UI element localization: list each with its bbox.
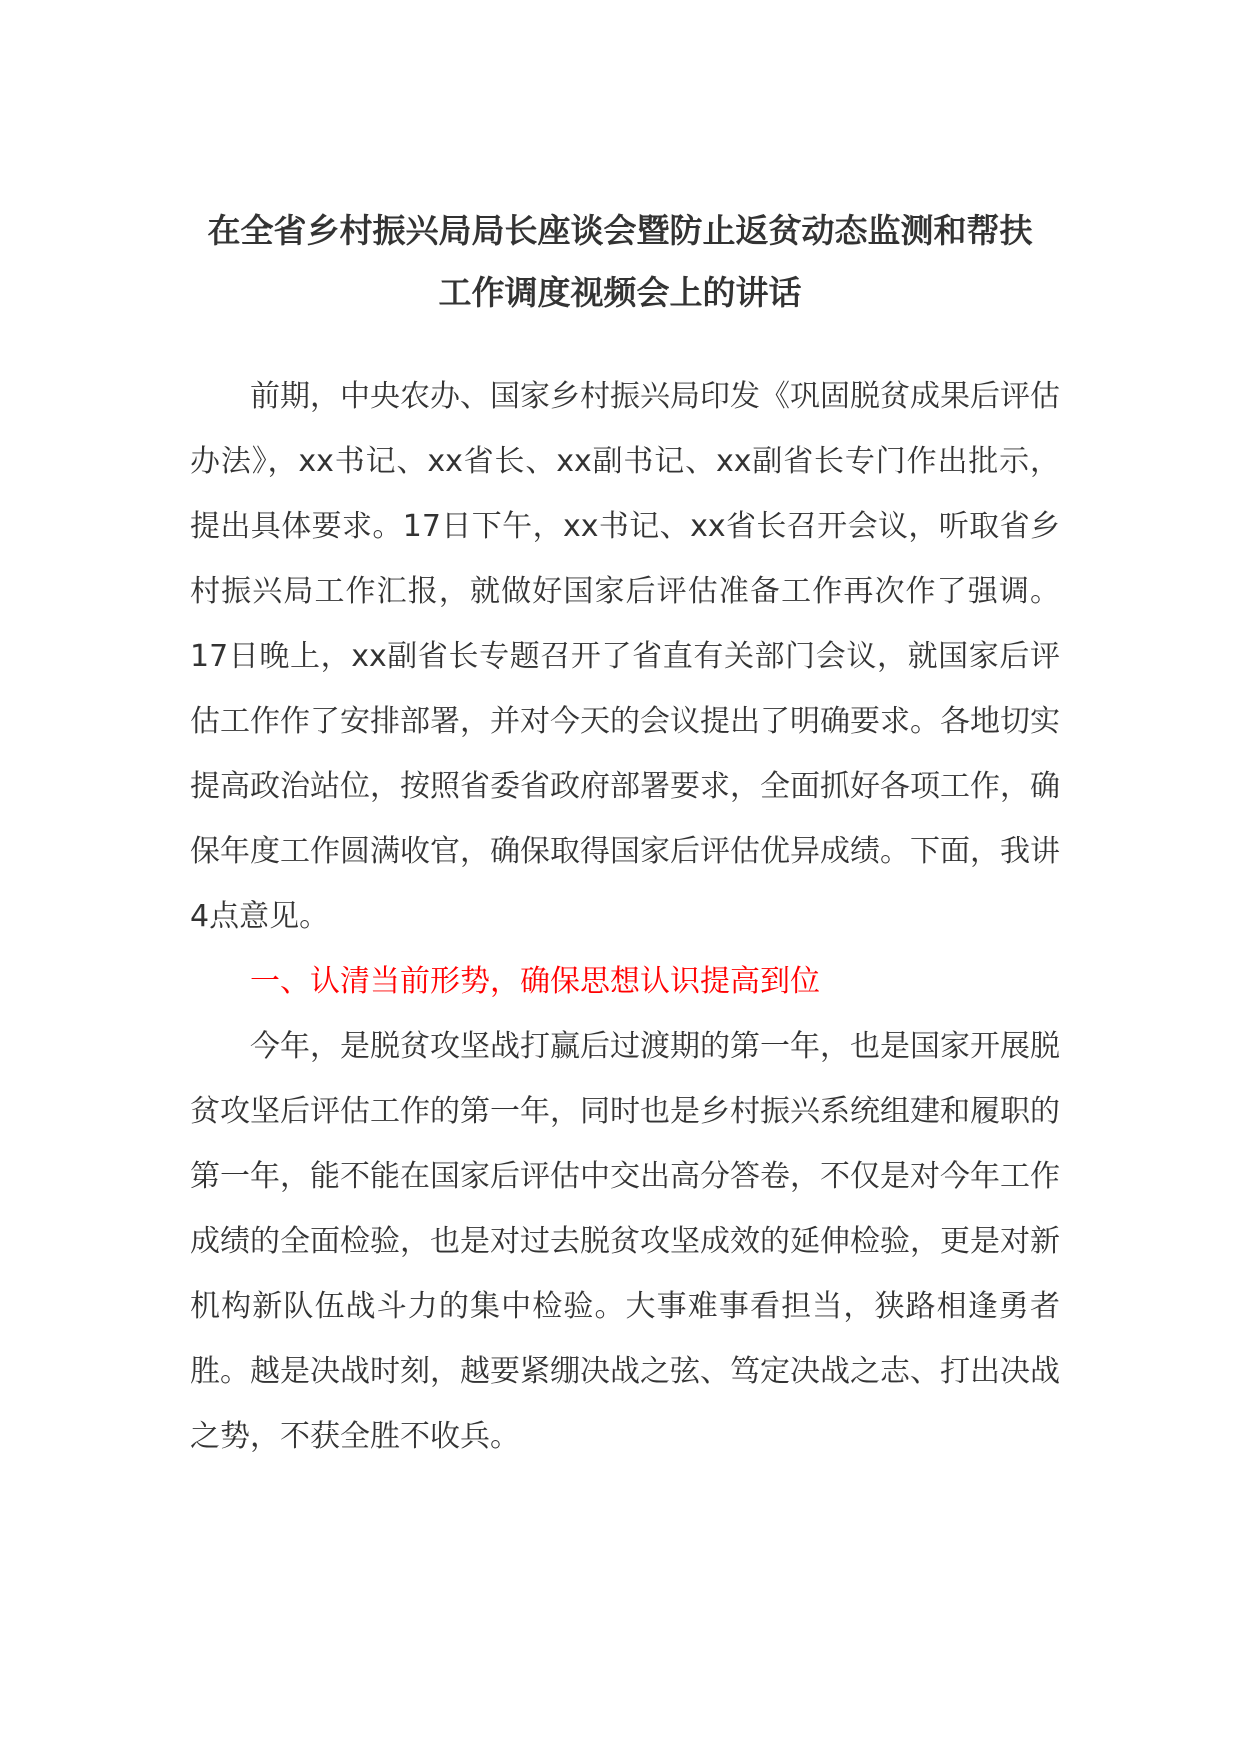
title-line-1: 在全省乡村振兴局局长座谈会暨防止返贫动态监测和帮扶 bbox=[207, 211, 1033, 250]
title-line-2: 工作调度视频会上的讲话 bbox=[438, 273, 802, 312]
section-heading-1: 一、认清当前形势，确保思想认识提高到位 bbox=[250, 964, 820, 999]
intro-paragraph: 前期，中央农办、国家乡村振兴局印发《巩固脱贫成果后评估办法》，xx书记、xx省长、xx副书记、xx副省长专门作出批示，提出具体要求。17日下午，xx书记、xx省长召开会议，听取省乡村振兴局工作汇报，就做好国家后评估准备工作再次作了强调。17日晚上，xx副省长专题召开了省直有关部门会议，就国家后评估工作作了安排部署，并对今天的会议提出了明确要求。各地切实提高政治站位，按照省委省政府部署要求，全面抓好各项工作，确保年度工作圆满收官，确保取得国家后评估优异成绩。下面，我讲4点意见。 bbox=[190, 379, 1060, 934]
section-1-paragraph: 今年，是脱贫攻坚战打赢后过渡期的第一年，也是国家开展脱贫攻坚后评估工作的第一年，同时也是乡村振兴系统组建和履职的第一年，能不能在国家后评估中交出高分答卷，不仅是对今年工作成绩的全面检验，也是对过去脱贫攻坚成效的延伸检验，更是对新机构新队伍战斗力的集中检验。大事难事看担当，狭路相逢勇者胜。越是决战时刻，越要紧绷决战之弦、笃定决战之志、打出决战之势，不获全胜不收兵。 bbox=[190, 1029, 1060, 1454]
document-body bbox=[190, 364, 1060, 1469]
document-title bbox=[170, 200, 1070, 324]
